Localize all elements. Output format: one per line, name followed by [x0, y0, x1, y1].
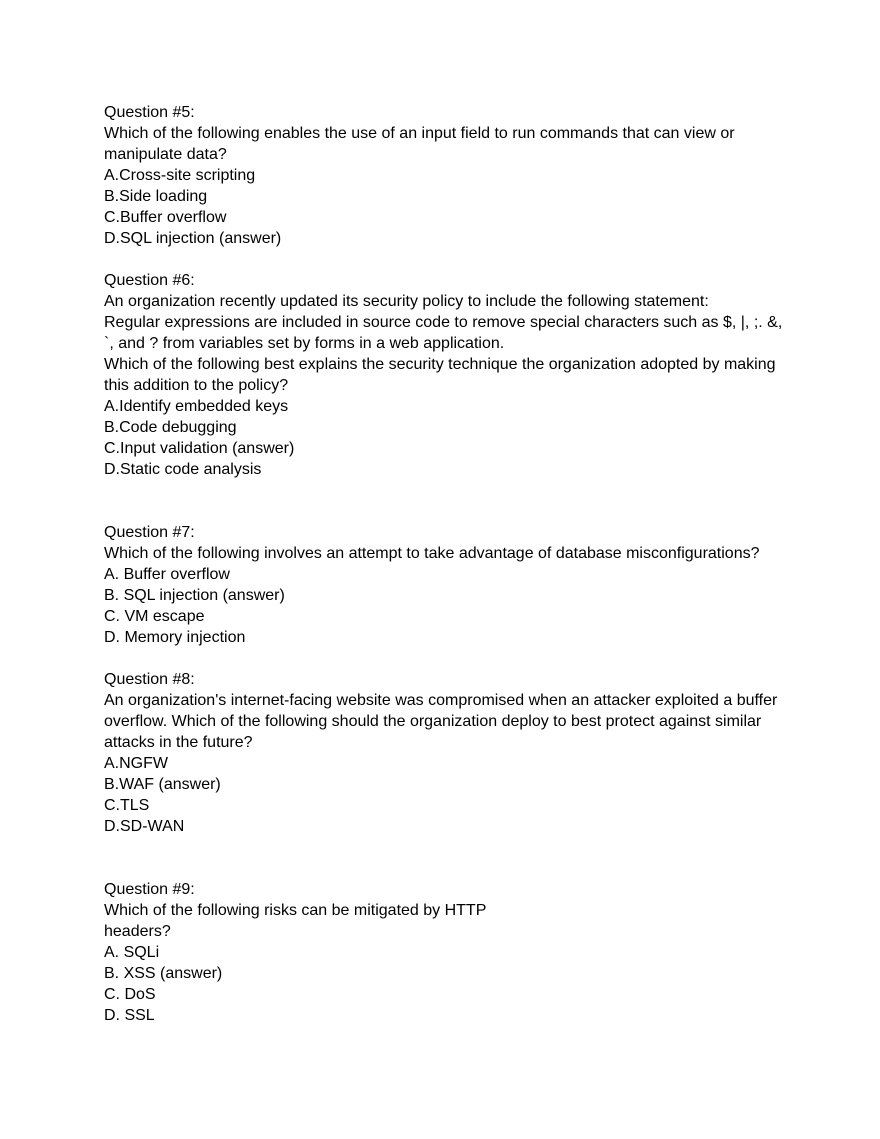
- answer-option-a: A.NGFW: [104, 755, 168, 772]
- answer-option-c: C. DoS: [104, 986, 156, 1003]
- answer-option-b: B. SQL injection (answer): [104, 587, 285, 604]
- question-prompt-line: headers?: [104, 923, 171, 940]
- question-heading: Question #6:: [104, 272, 195, 289]
- question-block-7: [104, 522, 804, 648]
- question-prompt-line: An organization recently updated its security policy to include the following statement:: [104, 293, 709, 310]
- question-heading: Question #9:: [104, 881, 195, 898]
- question-heading: Question #8:: [104, 671, 195, 688]
- answer-option-c: C. VM escape: [104, 608, 205, 625]
- answer-option-d: D. SSL: [104, 1007, 155, 1024]
- question-prompt-line: this addition to the policy?: [104, 377, 289, 394]
- answer-option-b: B.Code debugging: [104, 419, 237, 436]
- answer-option-d: D.Static code analysis: [104, 461, 262, 478]
- question-prompt-line: Which of the following involves an attempt to take advantage of database misconfigurations?: [104, 545, 760, 562]
- question-block-5: [104, 102, 804, 249]
- answer-option-d: D.SD-WAN: [104, 818, 185, 835]
- answer-option-a: A. Buffer overflow: [104, 566, 230, 583]
- document-page: [104, 102, 804, 1026]
- question-heading: Question #5:: [104, 104, 195, 121]
- question-heading: Question #7:: [104, 524, 195, 541]
- question-prompt-line: attacks in the future?: [104, 734, 253, 751]
- answer-option-c: C.Buffer overflow: [104, 209, 227, 226]
- answer-option-b: B.Side loading: [104, 188, 208, 205]
- answer-option-a: A. SQLi: [104, 944, 160, 961]
- question-prompt-line: manipulate data?: [104, 146, 227, 163]
- answer-option-d: D.SQL injection (answer): [104, 230, 282, 247]
- question-prompt-line: Which of the following risks can be mitigated by HTTP: [104, 902, 487, 919]
- answer-option-a: A.Cross-site scripting: [104, 167, 256, 184]
- answer-option-a: A.Identify embedded keys: [104, 398, 289, 415]
- question-block-9: [104, 879, 804, 1026]
- answer-option-c: C.TLS: [104, 797, 150, 814]
- question-prompt-line: An organization's internet-facing website was compromised when an attacker exploited a buffer: [104, 692, 778, 709]
- question-block-6: [104, 270, 804, 480]
- question-prompt-line: Regular expressions are included in source code to remove special characters such as $, |, ;. &,: [104, 314, 783, 331]
- answer-option-c: C.Input validation (answer): [104, 440, 295, 457]
- question-prompt-line: Which of the following best explains the security technique the organization adopted by making: [104, 356, 776, 373]
- answer-option-b: B. XSS (answer): [104, 965, 223, 982]
- answer-option-b: B.WAF (answer): [104, 776, 221, 793]
- question-block-8: [104, 669, 804, 837]
- question-prompt-line: overflow. Which of the following should the organization deploy to best protect against similar: [104, 713, 762, 730]
- question-prompt-line: `, and ? from variables set by forms in a web application.: [104, 335, 505, 352]
- question-prompt-line: Which of the following enables the use of an input field to run commands that can view or: [104, 125, 735, 142]
- answer-option-d: D. Memory injection: [104, 629, 246, 646]
